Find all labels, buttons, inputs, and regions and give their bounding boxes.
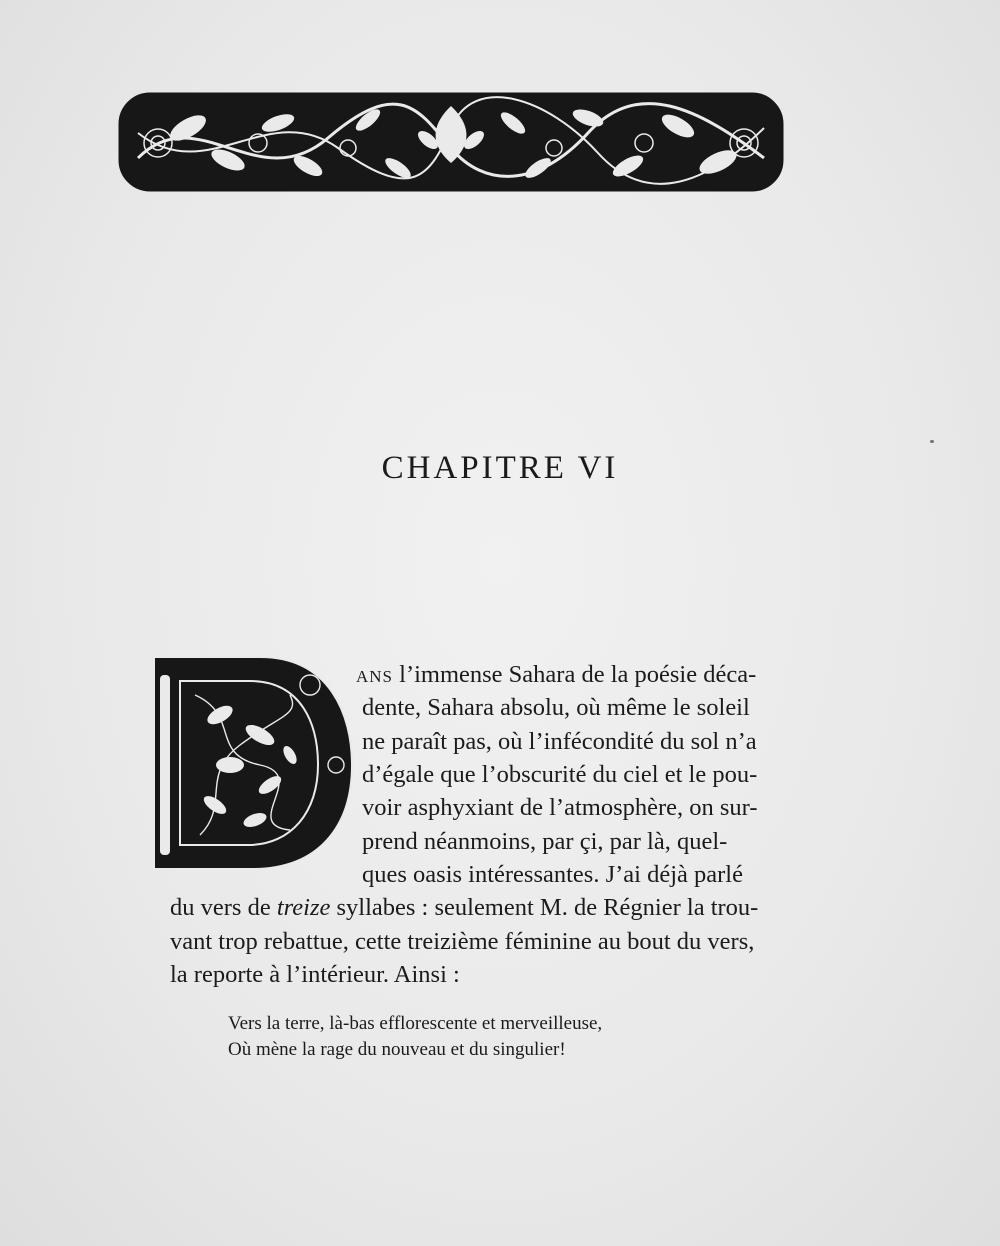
paragraph-line-7: ques oasis intéressantes. J’ai déjà parlé — [362, 861, 743, 888]
paragraph-line-6: prend néanmoins, par çi, par là, quel- — [362, 828, 728, 855]
paragraph-line-2: dente, Sahara absolu, où même le soleil — [362, 694, 750, 721]
paper-speck — [930, 440, 934, 443]
dropcap-continuation: ans — [356, 661, 394, 688]
line-text: du vers de — [170, 894, 277, 921]
italic-word: treize — [276, 894, 331, 921]
paragraph-line-5: voir asphyxiant de l’atmosphère, on sur- — [362, 794, 758, 821]
verse-line-2: Où mène la rage du nouveau et du singulier! — [228, 1039, 566, 1060]
paragraph-line-1 — [356, 660, 756, 690]
paragraph-line-3: ne paraît pas, où l’infécondité du sol n’a — [362, 728, 757, 755]
ornamental-headband — [118, 88, 784, 196]
dropcap-ornament — [140, 645, 356, 877]
paragraph-line-4: d’égale que l’obscurité du ciel et le pou- — [362, 761, 758, 788]
verse-line-1: Vers la terre, là-bas efflorescente et merveilleuse, — [228, 1013, 603, 1034]
chapter-title: CHAPITRE VI — [381, 450, 619, 486]
paragraph-line-9: vant trop rebattue, cette treizième féminine au bout du vers, — [170, 928, 755, 955]
line-text: l’immense Sahara de la poésie déca- — [393, 661, 757, 688]
line-text: syllabes : seulement M. de Régnier la trou- — [330, 894, 759, 921]
paragraph-line-10: la reporte à l’intérieur. Ainsi : — [170, 961, 460, 988]
paragraph-line-8 — [170, 893, 758, 923]
